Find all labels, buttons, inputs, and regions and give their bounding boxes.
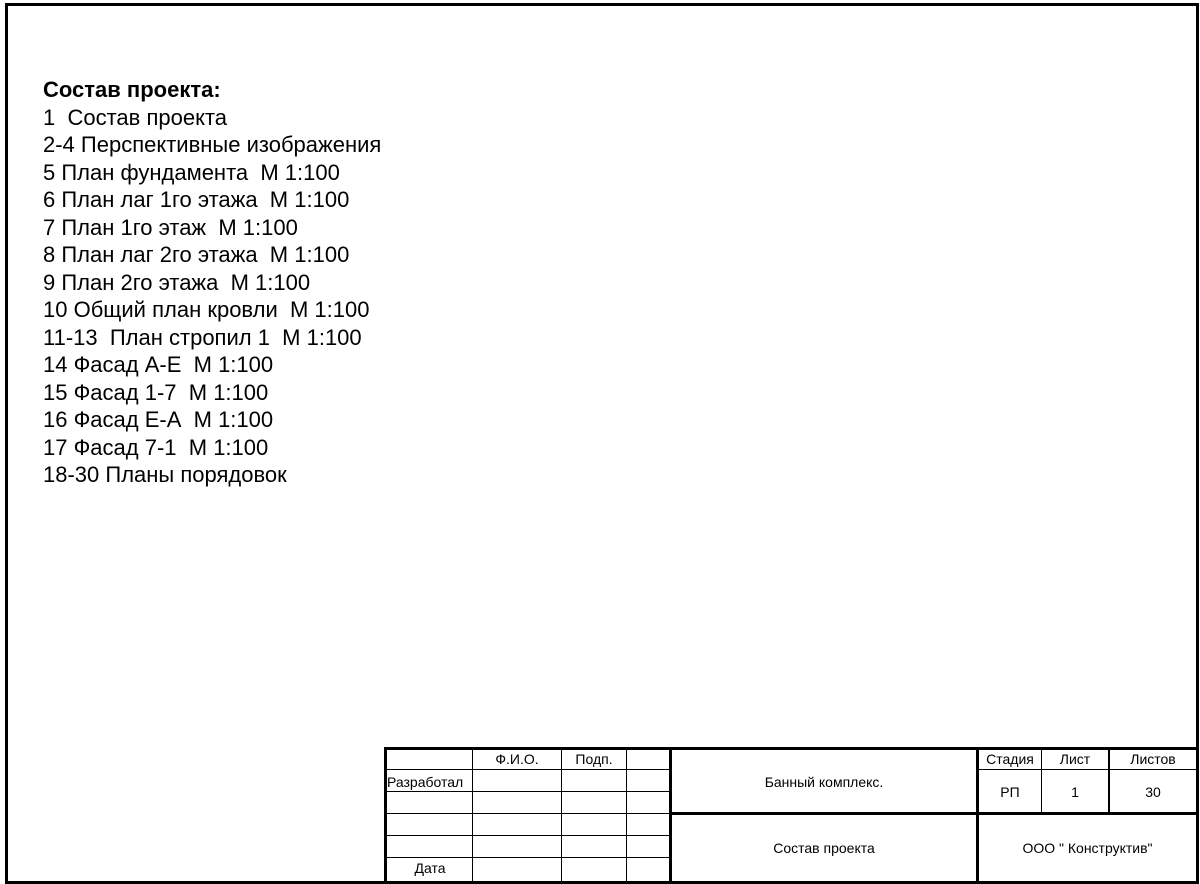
contents-heading: Состав проекта:: [43, 77, 221, 102]
title-block: [384, 747, 1200, 884]
developed-by-label: Разработал: [387, 774, 464, 790]
contents-item: 18-30 Планы порядовок: [43, 462, 287, 487]
contents-item: 2-4 Перспективные изображения: [43, 132, 382, 157]
contents-item: 11-13 План стропил 1 М 1:100: [43, 324, 362, 350]
contents-item: 10 Общий план кровли М 1:100: [43, 297, 370, 322]
contents-item: 14 Фасад А-Е М 1:100: [43, 352, 274, 377]
contents-item: 15 Фасад 1-7 М 1:100: [43, 379, 269, 405]
tb-grid-line: [976, 747, 979, 881]
sheet-value: 1: [1071, 784, 1079, 800]
sheets-value: 30: [1145, 784, 1161, 800]
project-name: Банный комплекс.: [764, 774, 884, 790]
contents-item: 8 План лаг 2го этажа М 1:100: [43, 242, 350, 267]
contents-item: 5 План фундамента М 1:100: [43, 159, 340, 185]
tb-grid-line: [384, 791, 670, 792]
sheets-label: Листов: [1130, 751, 1176, 767]
tb-grid-line: [384, 835, 670, 836]
contents-item: 17 Фасад 7-1 М 1:100: [43, 434, 269, 460]
tb-grid-line: [384, 813, 670, 814]
contents-item: 16 Фасад Е-А М 1:100: [43, 407, 274, 432]
date-label: Дата: [414, 860, 446, 876]
tb-top-border: [384, 747, 1196, 750]
sheet-label: Лист: [1059, 751, 1091, 767]
project-contents: [43, 76, 381, 489]
stage-label: Стадия: [986, 751, 1034, 767]
contents-item: 7 План 1го этаж М 1:100: [43, 214, 298, 240]
company-name: ООО " Конструктив": [1022, 840, 1153, 856]
tb-grid-line: [976, 769, 1196, 770]
tb-grid-line: [384, 769, 670, 770]
tb-grid-line: [561, 747, 562, 881]
col-fio: Ф.И.О.: [495, 751, 539, 767]
tb-grid-line: [669, 812, 1196, 815]
contents-item: 6 План лаг 1го этажа М 1:100: [43, 187, 350, 212]
tb-grid-line: [626, 747, 627, 881]
contents-item: 1 Состав проекта: [43, 104, 228, 130]
col-sign: Подп.: [575, 751, 613, 767]
stage-value: РП: [1000, 784, 1020, 800]
contents-item: 9 План 2го этажа М 1:100: [43, 269, 311, 295]
sheet-title: Состав проекта: [773, 840, 875, 856]
tb-grid-line: [384, 857, 670, 858]
